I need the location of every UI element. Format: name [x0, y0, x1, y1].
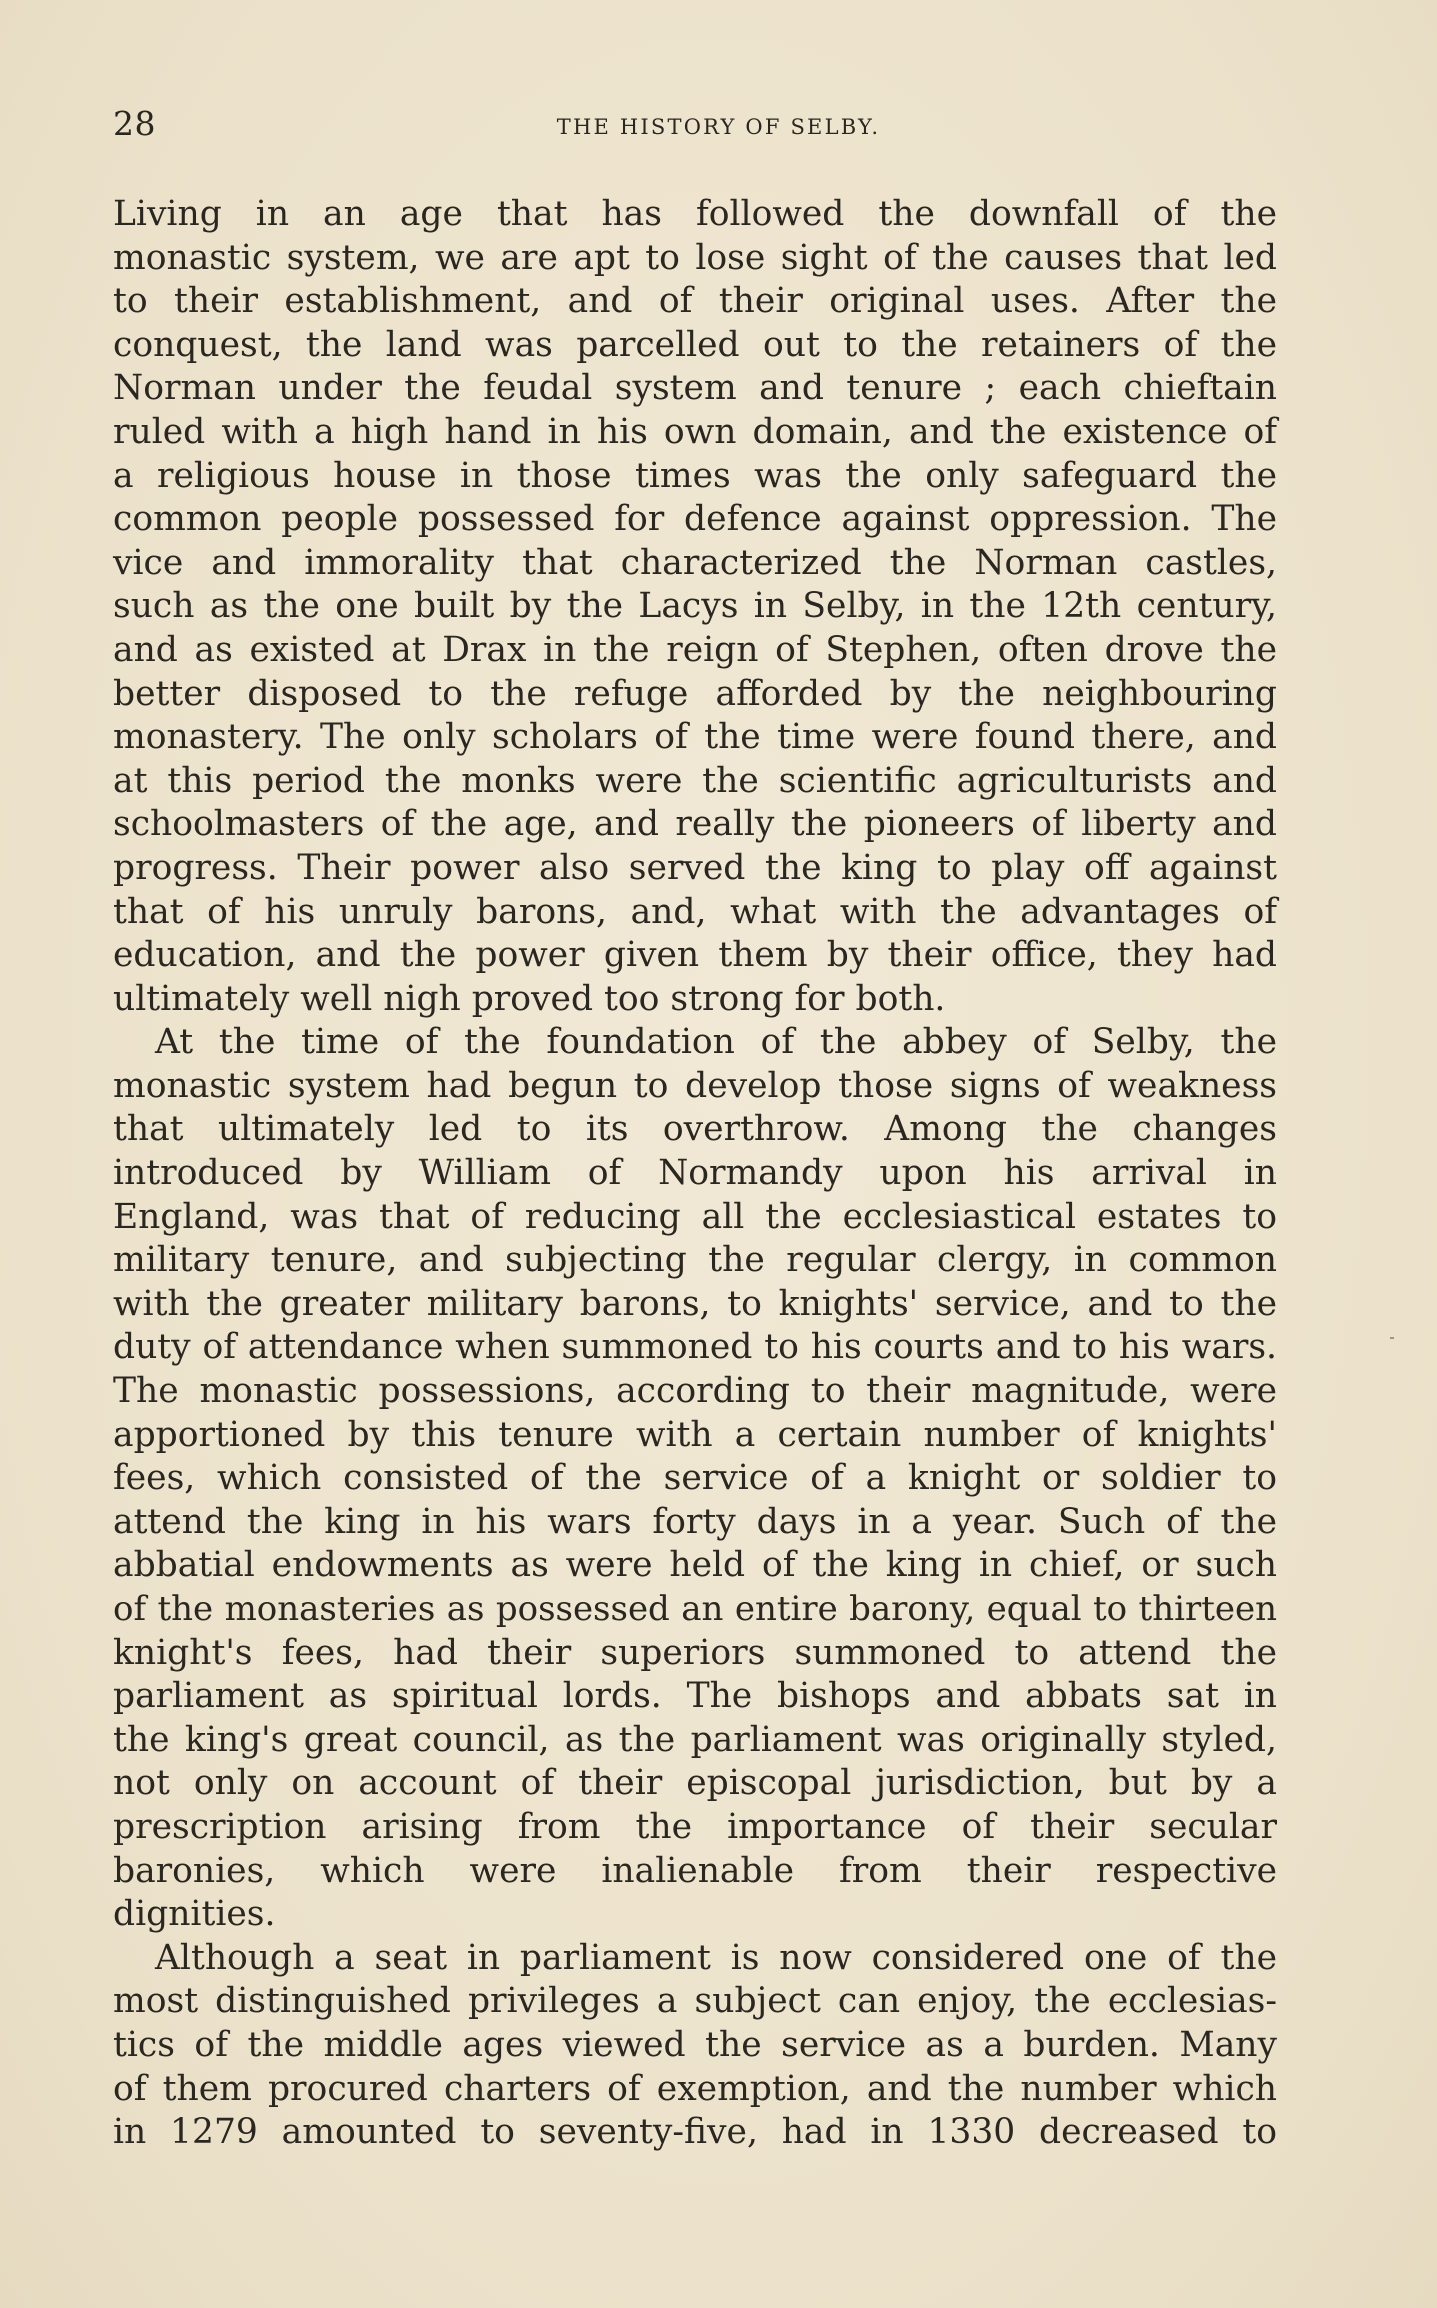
- text-line: ruled with a high hand in his own domain, and the existence of: [113, 411, 1277, 452]
- text-line: that of his unruly barons, and, what with the advantages of: [113, 891, 1277, 932]
- text-line: most distinguished privileges a subject can enjoy, the ecclesias-: [113, 1981, 1277, 2022]
- text-line: and as existed at Drax in the reign of Stephen, often drove the: [113, 629, 1277, 670]
- text-line: at this period the monks were the scientific agriculturists and: [113, 760, 1277, 801]
- text-line: with the greater military barons, to knights' service, and to the: [113, 1283, 1277, 1324]
- text-line: apportioned by this tenure with a certain number of knights': [113, 1414, 1277, 1455]
- text-line: in 1279 amounted to seventy-five, had in 1330 decreased to: [113, 2112, 1277, 2153]
- text-line: abbatial endowments as were held of the king in chief, or such: [113, 1545, 1277, 1586]
- text-line: Norman under the feudal system and tenure ; each chieftain: [113, 368, 1277, 409]
- text-line: parliament as spiritual lords. The bishops and abbats sat in: [113, 1676, 1277, 1717]
- text-line: that ultimately led to its overthrow. Among the changes: [113, 1109, 1277, 1150]
- text-line: introduced by William of Normandy upon his arrival in: [113, 1153, 1277, 1194]
- page-number: 28: [113, 104, 156, 143]
- text-line: dignities.: [113, 1894, 276, 1935]
- text-line: tics of the middle ages viewed the service as a burden. Many: [113, 2024, 1277, 2065]
- text-line: Living in an age that has followed the downfall of the: [113, 194, 1277, 234]
- text-line: monastic system had begun to develop those signs of weakness: [113, 1065, 1277, 1106]
- text-line: attend the king in his wars forty days in a year. Such of the: [113, 1501, 1277, 1542]
- stray-ink-mark: [1390, 1337, 1394, 1339]
- body-text: [113, 193, 1277, 2155]
- text-line: vice and immorality that characterized the Norman castles,: [113, 542, 1277, 583]
- text-line: schoolmasters of the age, and really the pioneers of liberty and: [113, 804, 1277, 845]
- text-line: knight's fees, had their superiors summoned to attend the: [113, 1632, 1277, 1673]
- text-line: the king's great council, as the parliament was originally styled,: [113, 1719, 1277, 1760]
- text-line: a religious house in those times was the only safeguard the: [113, 455, 1277, 496]
- text-line: fees, which consisted of the service of a knight or soldier to: [113, 1458, 1277, 1499]
- text-line: to their establishment, and of their original uses. After the: [113, 281, 1277, 322]
- text-line: conquest, the land was parcelled out to the retainers of the: [113, 324, 1277, 365]
- text-line: monastic system, we are apt to lose sight of the causes that led: [113, 237, 1277, 278]
- text-line: baronies, which were inalienable from their respective: [113, 1850, 1277, 1891]
- text-line: education, and the power given them by their office, they had: [113, 935, 1277, 976]
- text-line: duty of attendance when summoned to his courts and to his wars.: [113, 1327, 1277, 1368]
- text-line: prescription arising from the importance of their secular: [113, 1806, 1277, 1847]
- text-line: of them procured charters of exemption, and the number which: [113, 2068, 1277, 2109]
- text-line: The monastic possessions, according to their magnitude, were: [113, 1371, 1277, 1412]
- text-line: not only on account of their episcopal jurisdiction, but by a: [113, 1763, 1277, 1804]
- text-line: progress. Their power also served the king to play off against: [113, 847, 1277, 888]
- text-line: ultimately well nigh proved too strong for both.: [113, 978, 946, 1019]
- text-line: Although a seat in parliament is now considered one of the: [155, 1937, 1277, 1978]
- text-line: England, was that of reducing all the ecclesiastical estates to: [113, 1196, 1277, 1237]
- text-line: At the time of the foundation of the abbey of Selby, the: [155, 1022, 1277, 1063]
- text-line: such as the one built by the Lacys in Selby, in the 12th century,: [113, 586, 1277, 627]
- text-line: better disposed to the refuge afforded by the neighbouring: [113, 673, 1277, 714]
- text-line: of the monasteries as possessed an entire barony, equal to thirteen: [113, 1589, 1277, 1629]
- text-line: common people possessed for defence against oppression. The: [113, 499, 1277, 540]
- text-line: monastery. The only scholars of the time were found there, and: [113, 717, 1277, 758]
- running-head: THE HISTORY OF SELBY.: [556, 115, 881, 139]
- text-line: military tenure, and subjecting the regular clergy, in common: [113, 1240, 1277, 1281]
